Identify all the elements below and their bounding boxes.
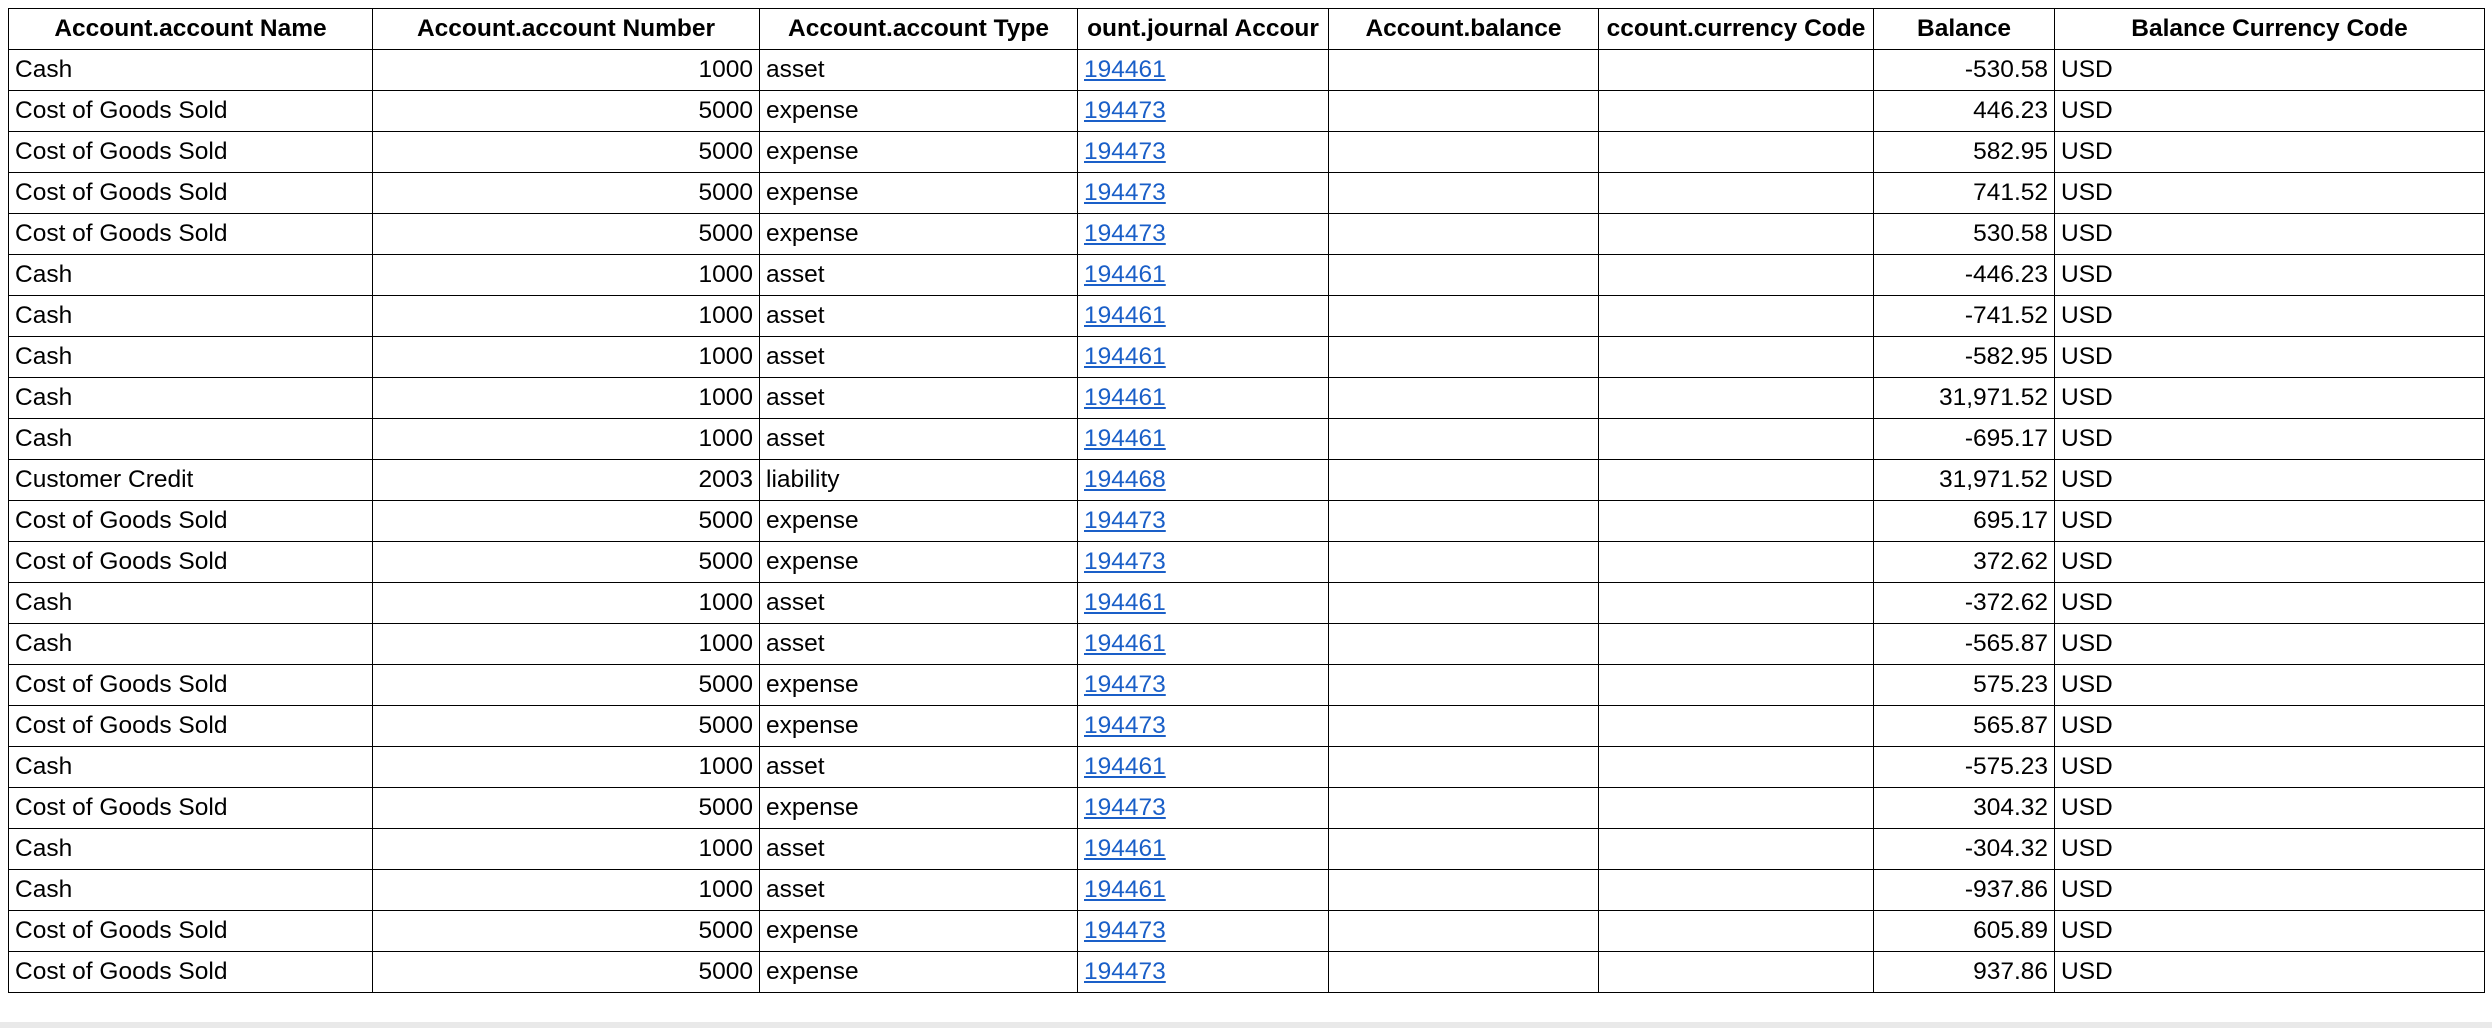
cell-account-number[interactable]: 1000 xyxy=(373,296,760,337)
cell-account-name[interactable]: Cost of Goods Sold xyxy=(9,952,373,993)
cell-account-number[interactable]: 5000 xyxy=(373,132,760,173)
cell-account-number[interactable]: 1000 xyxy=(373,624,760,665)
cell-account-balance[interactable] xyxy=(1329,501,1599,542)
cell-account-name[interactable]: Cash xyxy=(9,624,373,665)
journal-account-link[interactable]: 194473 xyxy=(1084,794,1166,821)
cell-balance-currency-code[interactable]: USD xyxy=(2055,829,2485,870)
cell-account-balance[interactable] xyxy=(1329,624,1599,665)
cell-account-balance[interactable] xyxy=(1329,747,1599,788)
cell-balance[interactable]: 575.23 xyxy=(1874,665,2055,706)
table-row xyxy=(9,91,2485,132)
cell-balance[interactable]: -304.32 xyxy=(1874,829,2055,870)
cell-balance-currency-code[interactable]: USD xyxy=(2055,501,2485,542)
cell-journal-account[interactable] xyxy=(1078,460,1329,501)
cell-account-number[interactable]: 5000 xyxy=(373,173,760,214)
cell-account-currency-code[interactable] xyxy=(1599,132,1874,173)
journal-account-link[interactable]: 194473 xyxy=(1084,671,1166,698)
journal-account-link[interactable]: 194461 xyxy=(1084,835,1166,862)
cell-balance-currency-code[interactable]: USD xyxy=(2055,173,2485,214)
cell-account-type[interactable]: expense xyxy=(760,706,1078,747)
cell-journal-account[interactable] xyxy=(1078,624,1329,665)
column-header-account-name[interactable]: Account.account Name xyxy=(9,9,373,50)
cell-balance[interactable]: 31,971.52 xyxy=(1874,378,2055,419)
table-row xyxy=(9,747,2485,788)
cell-balance-currency-code[interactable]: USD xyxy=(2055,788,2485,829)
cell-balance-currency-code[interactable]: USD xyxy=(2055,419,2485,460)
cell-account-balance[interactable] xyxy=(1329,50,1599,91)
cell-account-balance[interactable] xyxy=(1329,460,1599,501)
cell-account-currency-code[interactable] xyxy=(1599,706,1874,747)
cell-account-type[interactable]: expense xyxy=(760,214,1078,255)
cell-account-number[interactable]: 1000 xyxy=(373,583,760,624)
cell-balance-currency-code[interactable]: USD xyxy=(2055,214,2485,255)
cell-balance-currency-code[interactable]: USD xyxy=(2055,296,2485,337)
cell-account-balance[interactable] xyxy=(1329,296,1599,337)
cell-account-currency-code[interactable] xyxy=(1599,870,1874,911)
cell-balance[interactable]: -695.17 xyxy=(1874,419,2055,460)
journal-account-link[interactable]: 194461 xyxy=(1084,589,1166,616)
journal-account-link[interactable]: 194461 xyxy=(1084,425,1166,452)
column-header-balance-currency-code[interactable]: Balance Currency Code xyxy=(2055,9,2485,50)
column-header-balance[interactable]: Balance xyxy=(1874,9,2055,50)
cell-account-balance[interactable] xyxy=(1329,255,1599,296)
cell-account-currency-code[interactable] xyxy=(1599,378,1874,419)
column-header-account-balance[interactable]: Account.balance xyxy=(1329,9,1599,50)
table-row xyxy=(9,255,2485,296)
cell-account-balance[interactable] xyxy=(1329,542,1599,583)
cell-account-type[interactable]: expense xyxy=(760,501,1078,542)
cell-balance-currency-code[interactable]: USD xyxy=(2055,91,2485,132)
cell-account-currency-code[interactable] xyxy=(1599,665,1874,706)
cell-account-type[interactable]: expense xyxy=(760,542,1078,583)
journal-account-link[interactable]: 194461 xyxy=(1084,876,1166,903)
cell-account-balance[interactable] xyxy=(1329,173,1599,214)
cell-account-number[interactable]: 1000 xyxy=(373,419,760,460)
cell-account-type[interactable]: asset xyxy=(760,296,1078,337)
cell-balance-currency-code[interactable]: USD xyxy=(2055,255,2485,296)
cell-account-type[interactable]: asset xyxy=(760,583,1078,624)
cell-account-name[interactable]: Cash xyxy=(9,296,373,337)
cell-journal-account[interactable] xyxy=(1078,255,1329,296)
cell-balance-currency-code[interactable]: USD xyxy=(2055,50,2485,91)
cell-account-number[interactable]: 1000 xyxy=(373,747,760,788)
cell-balance-currency-code[interactable]: USD xyxy=(2055,952,2485,993)
cell-account-balance[interactable] xyxy=(1329,91,1599,132)
cell-account-currency-code[interactable] xyxy=(1599,91,1874,132)
cell-account-currency-code[interactable] xyxy=(1599,542,1874,583)
cell-account-name[interactable]: Cost of Goods Sold xyxy=(9,91,373,132)
journal-account-link[interactable]: 194461 xyxy=(1084,56,1166,83)
journal-account-link[interactable]: 194473 xyxy=(1084,507,1166,534)
cell-account-type[interactable]: asset xyxy=(760,747,1078,788)
cell-journal-account[interactable] xyxy=(1078,583,1329,624)
cell-balance-currency-code[interactable]: USD xyxy=(2055,665,2485,706)
table-row xyxy=(9,870,2485,911)
cell-account-balance[interactable] xyxy=(1329,337,1599,378)
cell-balance-currency-code[interactable]: USD xyxy=(2055,378,2485,419)
cell-journal-account[interactable] xyxy=(1078,91,1329,132)
cell-balance[interactable]: 582.95 xyxy=(1874,132,2055,173)
cell-account-currency-code[interactable] xyxy=(1599,214,1874,255)
cell-balance[interactable]: -372.62 xyxy=(1874,583,2055,624)
cell-account-type[interactable]: asset xyxy=(760,255,1078,296)
journal-account-link[interactable]: 194461 xyxy=(1084,630,1166,657)
cell-account-currency-code[interactable] xyxy=(1599,911,1874,952)
cell-account-name[interactable]: Cost of Goods Sold xyxy=(9,173,373,214)
cell-account-number[interactable]: 1000 xyxy=(373,337,760,378)
cell-balance[interactable]: -582.95 xyxy=(1874,337,2055,378)
cell-account-name[interactable]: Cost of Goods Sold xyxy=(9,132,373,173)
cell-account-balance[interactable] xyxy=(1329,911,1599,952)
cell-account-name[interactable]: Cost of Goods Sold xyxy=(9,501,373,542)
cell-balance[interactable]: -741.52 xyxy=(1874,296,2055,337)
table-row xyxy=(9,501,2485,542)
cell-journal-account[interactable] xyxy=(1078,337,1329,378)
cell-balance-currency-code[interactable]: USD xyxy=(2055,911,2485,952)
cell-account-balance[interactable] xyxy=(1329,214,1599,255)
cell-account-type[interactable]: expense xyxy=(760,173,1078,214)
journal-account-link[interactable]: 194473 xyxy=(1084,917,1166,944)
journal-account-link[interactable]: 194461 xyxy=(1084,384,1166,411)
header-row xyxy=(9,9,2485,50)
cell-account-balance[interactable] xyxy=(1329,706,1599,747)
table-row xyxy=(9,624,2485,665)
cell-balance-currency-code[interactable]: USD xyxy=(2055,132,2485,173)
table-row xyxy=(9,378,2485,419)
cell-account-currency-code[interactable] xyxy=(1599,788,1874,829)
journal-account-link[interactable]: 194473 xyxy=(1084,958,1166,985)
table-row xyxy=(9,665,2485,706)
cell-balance[interactable]: -575.23 xyxy=(1874,747,2055,788)
cell-account-currency-code[interactable] xyxy=(1599,419,1874,460)
cell-journal-account[interactable] xyxy=(1078,501,1329,542)
cell-account-number[interactable]: 5000 xyxy=(373,91,760,132)
cell-account-type[interactable]: liability xyxy=(760,460,1078,501)
cell-balance[interactable]: 31,971.52 xyxy=(1874,460,2055,501)
cell-journal-account[interactable] xyxy=(1078,665,1329,706)
cell-account-number[interactable]: 2003 xyxy=(373,460,760,501)
cell-balance-currency-code[interactable]: USD xyxy=(2055,583,2485,624)
cell-balance[interactable]: -565.87 xyxy=(1874,624,2055,665)
journal-account-link[interactable]: 194473 xyxy=(1084,712,1166,739)
cell-journal-account[interactable] xyxy=(1078,706,1329,747)
cell-account-number[interactable]: 1000 xyxy=(373,50,760,91)
table-body xyxy=(9,50,2485,993)
cell-account-name[interactable]: Customer Credit xyxy=(9,460,373,501)
table-row xyxy=(9,911,2485,952)
journal-account-link[interactable]: 194461 xyxy=(1084,261,1166,288)
cell-account-type[interactable]: expense xyxy=(760,788,1078,829)
cell-balance-currency-code[interactable]: USD xyxy=(2055,870,2485,911)
cell-account-number[interactable]: 5000 xyxy=(373,501,760,542)
cell-balance-currency-code[interactable]: USD xyxy=(2055,706,2485,747)
cell-journal-account[interactable] xyxy=(1078,952,1329,993)
cell-account-name[interactable]: Cash xyxy=(9,378,373,419)
cell-account-name[interactable]: Cost of Goods Sold xyxy=(9,542,373,583)
cell-account-type[interactable]: expense xyxy=(760,132,1078,173)
cell-journal-account[interactable] xyxy=(1078,173,1329,214)
cell-balance[interactable]: 605.89 xyxy=(1874,911,2055,952)
journal-account-link[interactable]: 194461 xyxy=(1084,343,1166,370)
cell-account-number[interactable]: 1000 xyxy=(373,378,760,419)
cell-balance[interactable]: -446.23 xyxy=(1874,255,2055,296)
cell-balance[interactable]: 741.52 xyxy=(1874,173,2055,214)
cell-account-balance[interactable] xyxy=(1329,132,1599,173)
cell-account-number[interactable]: 5000 xyxy=(373,542,760,583)
cell-account-number[interactable]: 1000 xyxy=(373,829,760,870)
cell-account-name[interactable]: Cost of Goods Sold xyxy=(9,665,373,706)
cell-account-currency-code[interactable] xyxy=(1599,50,1874,91)
cell-account-name[interactable]: Cash xyxy=(9,337,373,378)
cell-account-number[interactable]: 5000 xyxy=(373,952,760,993)
table-row xyxy=(9,173,2485,214)
journal-account-link[interactable]: 194473 xyxy=(1084,179,1166,206)
cell-account-currency-code[interactable] xyxy=(1599,829,1874,870)
cell-account-number[interactable]: 1000 xyxy=(373,255,760,296)
cell-account-currency-code[interactable] xyxy=(1599,173,1874,214)
table-row xyxy=(9,952,2485,993)
cell-account-number[interactable]: 5000 xyxy=(373,665,760,706)
cell-account-balance[interactable] xyxy=(1329,788,1599,829)
cell-journal-account[interactable] xyxy=(1078,911,1329,952)
cell-account-number[interactable]: 5000 xyxy=(373,788,760,829)
cell-account-currency-code[interactable] xyxy=(1599,296,1874,337)
cell-account-type[interactable]: asset xyxy=(760,829,1078,870)
cell-balance[interactable]: 446.23 xyxy=(1874,91,2055,132)
cell-account-number[interactable]: 5000 xyxy=(373,911,760,952)
cell-account-name[interactable]: Cash xyxy=(9,870,373,911)
cell-journal-account[interactable] xyxy=(1078,829,1329,870)
cell-balance[interactable]: 695.17 xyxy=(1874,501,2055,542)
cell-journal-account[interactable] xyxy=(1078,214,1329,255)
table-row xyxy=(9,419,2485,460)
cell-account-type[interactable]: asset xyxy=(760,870,1078,911)
cell-balance[interactable]: 937.86 xyxy=(1874,952,2055,993)
table-row xyxy=(9,706,2485,747)
cell-balance-currency-code[interactable]: USD xyxy=(2055,747,2485,788)
cell-account-name[interactable]: Cost of Goods Sold xyxy=(9,788,373,829)
cell-account-type[interactable]: asset xyxy=(760,337,1078,378)
cell-account-currency-code[interactable] xyxy=(1599,624,1874,665)
cell-balance[interactable]: -937.86 xyxy=(1874,870,2055,911)
cell-journal-account[interactable] xyxy=(1078,378,1329,419)
cell-balance[interactable]: -530.58 xyxy=(1874,50,2055,91)
cell-account-currency-code[interactable] xyxy=(1599,337,1874,378)
table-row xyxy=(9,214,2485,255)
cell-account-balance[interactable] xyxy=(1329,583,1599,624)
cell-account-name[interactable]: Cash xyxy=(9,829,373,870)
cell-account-type[interactable]: asset xyxy=(760,419,1078,460)
cell-account-type[interactable]: expense xyxy=(760,952,1078,993)
table-row xyxy=(9,132,2485,173)
table-row xyxy=(9,542,2485,583)
journal-account-link[interactable]: 194461 xyxy=(1084,753,1166,780)
cell-account-currency-code[interactable] xyxy=(1599,583,1874,624)
cell-journal-account[interactable] xyxy=(1078,788,1329,829)
journal-account-link[interactable]: 194461 xyxy=(1084,302,1166,329)
cell-journal-account[interactable] xyxy=(1078,870,1329,911)
journal-account-link[interactable]: 194468 xyxy=(1084,466,1166,493)
table-row xyxy=(9,583,2485,624)
cell-account-name[interactable]: Cash xyxy=(9,583,373,624)
journal-account-link[interactable]: 194473 xyxy=(1084,220,1166,247)
cell-balance-currency-code[interactable]: USD xyxy=(2055,542,2485,583)
table-row xyxy=(9,296,2485,337)
cell-account-type[interactable]: expense xyxy=(760,665,1078,706)
column-header-account-type[interactable]: Account.account Type xyxy=(760,9,1078,50)
journal-account-link[interactable]: 194473 xyxy=(1084,548,1166,575)
column-header-account-number[interactable]: Account.account Number xyxy=(373,9,760,50)
cell-account-currency-code[interactable] xyxy=(1599,747,1874,788)
cell-account-balance[interactable] xyxy=(1329,378,1599,419)
cell-journal-account[interactable] xyxy=(1078,419,1329,460)
table-row xyxy=(9,460,2485,501)
journal-account-link[interactable]: 194473 xyxy=(1084,97,1166,124)
cell-balance-currency-code[interactable]: USD xyxy=(2055,337,2485,378)
cell-account-type[interactable]: asset xyxy=(760,50,1078,91)
cell-journal-account[interactable] xyxy=(1078,132,1329,173)
cell-balance-currency-code[interactable]: USD xyxy=(2055,460,2485,501)
cell-account-name[interactable]: Cash xyxy=(9,255,373,296)
journal-account-link[interactable]: 194473 xyxy=(1084,138,1166,165)
cell-journal-account[interactable] xyxy=(1078,296,1329,337)
cell-account-name[interactable]: Cost of Goods Sold xyxy=(9,706,373,747)
column-header-account-currency-code[interactable]: ccount.currency Code xyxy=(1599,9,1874,50)
cell-journal-account[interactable] xyxy=(1078,50,1329,91)
column-header-journal-account[interactable]: ount.journal Accour xyxy=(1078,9,1329,50)
table-row xyxy=(9,829,2485,870)
horizontal-scrollbar-track[interactable] xyxy=(0,1022,2492,1028)
cell-account-type[interactable]: expense xyxy=(760,91,1078,132)
table-row xyxy=(9,50,2485,91)
cell-balance[interactable]: 530.58 xyxy=(1874,214,2055,255)
cell-account-currency-code[interactable] xyxy=(1599,952,1874,993)
cell-account-name[interactable]: Cash xyxy=(9,50,373,91)
cell-balance-currency-code[interactable]: USD xyxy=(2055,624,2485,665)
cell-account-type[interactable]: asset xyxy=(760,624,1078,665)
cell-account-number[interactable]: 5000 xyxy=(373,706,760,747)
cell-account-number[interactable]: 1000 xyxy=(373,870,760,911)
cell-account-balance[interactable] xyxy=(1329,665,1599,706)
cell-account-balance[interactable] xyxy=(1329,829,1599,870)
cell-journal-account[interactable] xyxy=(1078,747,1329,788)
cell-balance[interactable]: 304.32 xyxy=(1874,788,2055,829)
table-row xyxy=(9,788,2485,829)
cell-account-number[interactable]: 5000 xyxy=(373,214,760,255)
cell-account-type[interactable]: asset xyxy=(760,378,1078,419)
cell-account-name[interactable]: Cash xyxy=(9,419,373,460)
cell-journal-account[interactable] xyxy=(1078,542,1329,583)
cell-account-balance[interactable] xyxy=(1329,952,1599,993)
cell-balance[interactable]: 565.87 xyxy=(1874,706,2055,747)
cell-account-currency-code[interactable] xyxy=(1599,501,1874,542)
table-row xyxy=(9,337,2485,378)
spreadsheet-table xyxy=(8,8,2485,993)
cell-account-name[interactable]: Cost of Goods Sold xyxy=(9,214,373,255)
cell-account-balance[interactable] xyxy=(1329,419,1599,460)
cell-account-type[interactable]: expense xyxy=(760,911,1078,952)
cell-account-currency-code[interactable] xyxy=(1599,460,1874,501)
cell-balance[interactable]: 372.62 xyxy=(1874,542,2055,583)
cell-account-balance[interactable] xyxy=(1329,870,1599,911)
cell-account-currency-code[interactable] xyxy=(1599,255,1874,296)
cell-account-name[interactable]: Cost of Goods Sold xyxy=(9,911,373,952)
cell-account-name[interactable]: Cash xyxy=(9,747,373,788)
